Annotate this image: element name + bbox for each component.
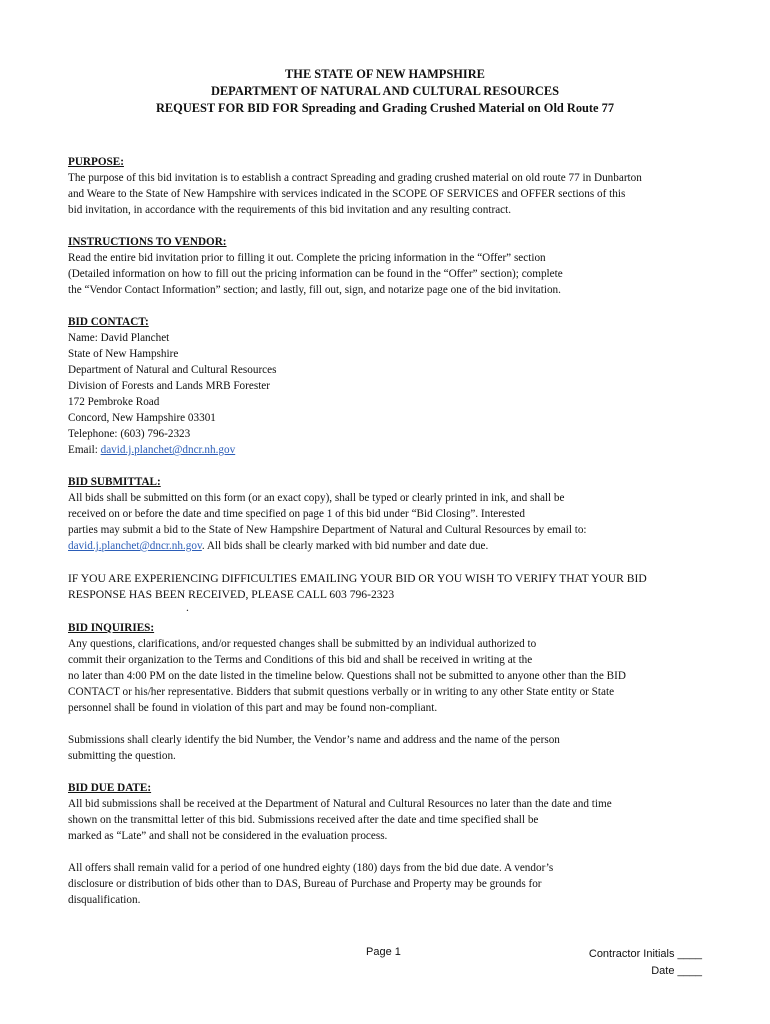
page-number: Page 1 xyxy=(366,946,401,958)
instructions-line: (Detailed information on how to fill out the pricing information can be found in the “Offer” section); complete xyxy=(68,268,563,280)
verification-notice xyxy=(68,571,708,613)
bid-contact-heading: BID CONTACT: xyxy=(68,316,149,328)
department-title: DEPARTMENT OF NATURAL AND CULTURAL RESOURCES xyxy=(210,84,560,98)
contractor-initials: Contractor Initials ____ xyxy=(588,948,702,960)
notice-line: RESPONSE HAS BEEN RECEIVED, PLEASE CALL 603 796-2323 xyxy=(68,588,395,601)
contact-dept: Department of Natural and Cultural Resources xyxy=(68,364,277,376)
contact-name: Name: David Planchet xyxy=(68,332,170,344)
contact-street: 172 Pembroke Road xyxy=(68,396,160,408)
purpose-line: and Weare to the State of New Hampshire with services indicated in the SCOPE OF SERVICES and OFFER sections of this xyxy=(68,188,626,200)
notice-line: IF YOU ARE EXPERIENCING DIFFICULTIES EMAILING YOUR BID OR YOU WISH TO VERIFY THAT YOUR BID xyxy=(68,572,647,585)
due-date-line: marked as “Late” and shall not be considered in the evaluation process. xyxy=(68,830,388,842)
purpose-section xyxy=(68,154,708,218)
contact-org: State of New Hampshire xyxy=(68,348,179,360)
submittal-line: received on or before the date and time specified on page 1 of this bid under “Bid Closing”. Interested xyxy=(68,508,525,520)
submittal-email-line xyxy=(68,538,708,554)
bid-submittal-heading: BID SUBMITTAL: xyxy=(68,476,161,488)
contact-phone: Telephone: (603) 796-2323 xyxy=(68,428,191,440)
instructions-line: Read the entire bid invitation prior to filling it out. Complete the pricing information in the “Offer” section xyxy=(68,252,546,264)
inquiries-line: no later than 4:00 PM on the date listed in the timeline below. Questions shall not be submitted to anyone other than the BID xyxy=(68,670,626,682)
inquiries-line: Any questions, clarifications, and/or requested changes shall be submitted by an individual authorized to xyxy=(68,638,537,650)
submittal-line: parties may submit a bid to the State of New Hampshire Department of Natural and Cultural Resources by email to: xyxy=(68,524,587,536)
bid-submittal-section xyxy=(68,474,708,554)
inquiries-para2-line: submitting the question. xyxy=(68,750,176,762)
due-date-para2-line: disclosure or distribution of bids other than to DAS, Bureau of Purchase and Property may be grounds for xyxy=(68,878,542,890)
due-date-line: shown on the transmittal letter of this bid. Submissions received after the date and time specified shall be xyxy=(68,814,539,826)
instructions-heading: INSTRUCTIONS TO VENDOR: xyxy=(68,236,227,248)
submittal-email-link[interactable]: david.j.planchet@dncr.nh.gov xyxy=(68,540,202,552)
inquiries-line: commit their organization to the Terms and Conditions of this bid and shall be received in writing at the xyxy=(68,654,533,666)
bid-inquiries-section xyxy=(68,620,708,764)
inquiries-line: personnel shall be found in violation of this part and may be found non-compliant. xyxy=(68,702,438,714)
bid-title: REQUEST FOR BID FOR Spreading and Grading Crushed Material on Old Route 77 xyxy=(155,101,615,115)
due-date-line: All bid submissions shall be received at the Department of Natural and Cultural Resources no later than the date and time xyxy=(68,798,612,810)
purpose-heading: PURPOSE: xyxy=(68,156,124,168)
footer-signoff xyxy=(582,946,702,980)
submittal-line-rest: . All bids shall be clearly marked with bid number and date due. xyxy=(201,540,489,552)
contact-email-link[interactable]: david.j.planchet@dncr.nh.gov xyxy=(100,444,236,456)
contact-city: Concord, New Hampshire 03301 xyxy=(68,412,216,424)
instructions-line: the “Vendor Contact Information” section; and lastly, fill out, sign, and notarize page one of the bid invitation. xyxy=(68,284,561,296)
notice-dot: . xyxy=(186,601,189,614)
bid-due-date-heading: BID DUE DATE: xyxy=(68,782,152,794)
state-title: THE STATE OF NEW HAMPSHIRE xyxy=(285,67,485,81)
contact-email-line xyxy=(68,442,708,458)
contact-division: Division of Forests and Lands MRB Forester xyxy=(68,380,270,392)
signoff-date: Date ____ xyxy=(651,965,702,977)
document-header xyxy=(0,66,770,117)
bid-inquiries-heading: BID INQUIRIES: xyxy=(68,622,155,634)
bid-contact-section xyxy=(68,314,708,458)
inquiries-line: CONTACT or his/her representative. Bidders that submit questions verbally or in writing to any other State entity or State xyxy=(68,686,615,698)
purpose-line: bid invitation, in accordance with the requirements of this bid invitation and any resulting contract. xyxy=(68,204,512,216)
contact-email-label: Email: xyxy=(68,444,101,456)
inquiries-para2-line: Submissions shall clearly identify the bid Number, the Vendor’s name and address and the name of the person xyxy=(68,734,560,746)
purpose-line: The purpose of this bid invitation is to establish a contract Spreading and grading crushed material on old route 77 in Dunbarton xyxy=(68,172,642,184)
due-date-para2-line: disqualification. xyxy=(68,894,141,906)
due-date-para2-line: All offers shall remain valid for a period of one hundred eighty (180) days from the bid due date. A vendor’s xyxy=(68,862,554,874)
instructions-section xyxy=(68,234,708,298)
submittal-line: All bids shall be submitted on this form (or an exact copy), shall be typed or clearly printed in ink, and shall be xyxy=(68,492,565,504)
bid-due-date-section xyxy=(68,780,708,908)
